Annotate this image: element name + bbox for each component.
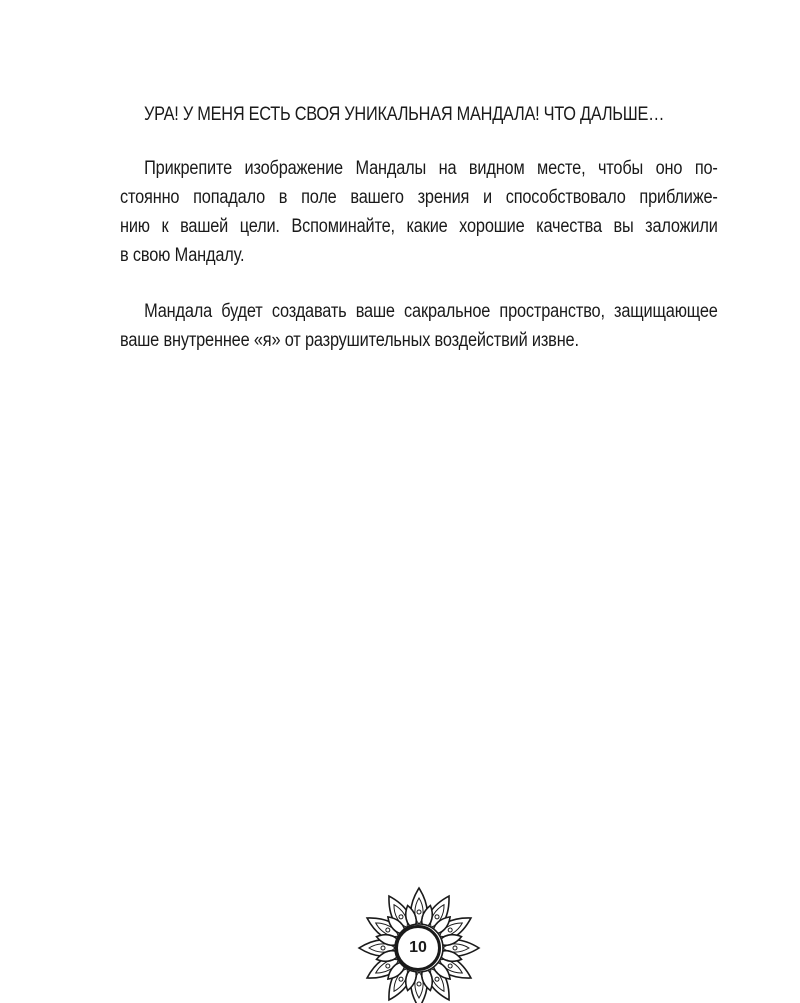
paragraph-1-line-2: стоянно попадало в поле вашего зрения и способствовало приближе-: [120, 187, 718, 208]
page-number: 10: [395, 925, 441, 971]
paragraph-1-line-3: нию к вашей цели. Вспоминайте, какие хорошие качества вы заложили: [120, 216, 718, 237]
paragraph-2-line-1: Мандала будет создавать ваше сакральное пространство, защищающее: [144, 301, 718, 322]
paragraph-2: [120, 297, 718, 355]
paragraph-1-line-4: в свою Мандалу.: [120, 245, 245, 266]
section-heading: УРА! У МЕНЯ ЕСТЬ СВОЯ УНИКАЛЬНАЯ МАНДАЛА! ЧТО ДАЛЬШЕ…: [144, 104, 665, 125]
paragraph-1: [120, 154, 718, 270]
paragraph-1-line-1: Прикрепите изображение Мандалы на видном месте, чтобы оно по-: [144, 158, 718, 179]
paragraph-2-line-2: ваше внутреннее «я» от разрушительных воздействий извне.: [120, 330, 579, 351]
